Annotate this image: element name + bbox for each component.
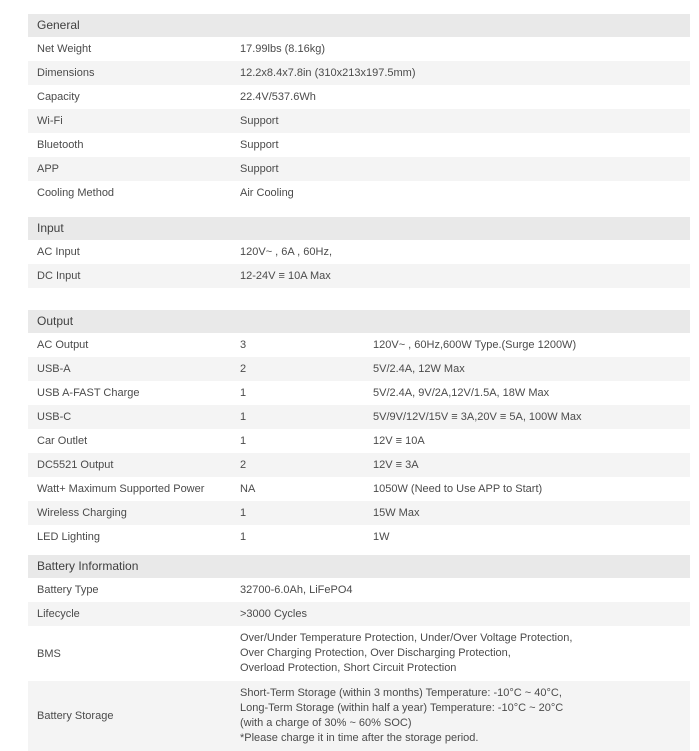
- spec-value: 12.2x8.4x7.8in (310x213x197.5mm): [240, 67, 416, 79]
- spec-label: Battery Type: [37, 584, 99, 596]
- spec-value-line: Over/Under Temperature Protection, Under/Over Voltage Protection,: [240, 632, 573, 644]
- spec-row: [28, 429, 690, 453]
- spec-row: [28, 578, 690, 602]
- spec-value: 5V/9V/12V/15V ≡ 3A,20V ≡ 5A, 100W Max: [373, 411, 582, 423]
- spec-qty: NA: [240, 483, 256, 495]
- spec-label: USB-A: [37, 363, 71, 375]
- section-general: [28, 14, 690, 205]
- spec-row: [28, 333, 690, 357]
- spec-value: >3000 Cycles: [240, 608, 307, 620]
- spec-row: [28, 85, 690, 109]
- spec-row: [28, 602, 690, 626]
- spec-value: 1050W (Need to Use APP to Start): [373, 483, 543, 495]
- section-input: [28, 217, 690, 288]
- spec-row: [28, 133, 690, 157]
- spec-label: Car Outlet: [37, 435, 88, 447]
- spec-qty: 3: [240, 339, 247, 351]
- spec-label: Wi-Fi: [37, 115, 63, 127]
- spec-value: Support: [240, 115, 279, 127]
- spec-value: [240, 626, 690, 681]
- spec-row: [28, 525, 690, 549]
- spec-value-line: Long-Term Storage (within half a year) Temperature: -10°C ~ 20°C: [240, 702, 564, 714]
- section-title: Battery Information: [28, 555, 690, 578]
- spec-qty: 2: [240, 363, 247, 375]
- spec-label: AC Output: [37, 339, 89, 351]
- spec-row: [28, 626, 690, 681]
- spec-row: [28, 61, 690, 85]
- section-battery-information: [28, 555, 690, 751]
- spec-value: 5V/2.4A, 9V/2A,12V/1.5A, 18W Max: [373, 387, 550, 399]
- spec-qty: 2: [240, 459, 247, 471]
- spec-label: Wireless Charging: [37, 507, 127, 519]
- spec-value: 120V~ , 60Hz,600W Type.(Surge 1200W): [373, 339, 577, 351]
- section-title: General: [28, 14, 690, 37]
- spec-label: DC Input: [37, 270, 81, 282]
- section-title: Output: [28, 310, 690, 333]
- spec-row: [28, 240, 690, 264]
- spec-value: 12V ≡ 10A: [373, 435, 425, 447]
- spec-label: LED Lighting: [37, 531, 100, 543]
- spec-value-line: Over Charging Protection, Over Discharging Protection,: [240, 647, 511, 659]
- spec-qty: 1: [240, 435, 247, 447]
- spec-label: USB-C: [37, 411, 72, 423]
- section-title: Input: [28, 217, 690, 240]
- spec-value: 32700-6.0Ah, LiFePO4: [240, 584, 353, 596]
- spec-row: [28, 681, 690, 751]
- section-output: [28, 310, 690, 549]
- spec-label: Capacity: [37, 91, 80, 103]
- spec-label: Bluetooth: [37, 139, 84, 151]
- spec-label: Watt+ Maximum Supported Power: [37, 483, 205, 495]
- spec-value: Support: [240, 139, 279, 151]
- spec-row: [28, 181, 690, 205]
- spec-value: 15W Max: [373, 507, 420, 519]
- spec-label: DC5521 Output: [37, 459, 114, 471]
- spec-label: Battery Storage: [37, 710, 114, 722]
- spec-label: Cooling Method: [37, 187, 115, 199]
- spec-label: Dimensions: [37, 67, 95, 79]
- spec-label: AC Input: [37, 246, 80, 258]
- spec-value-line: Short-Term Storage (within 3 months) Temperature: -10°C ~ 40°C,: [240, 687, 562, 699]
- spec-qty: 1: [240, 531, 247, 543]
- spec-label: Lifecycle: [37, 608, 80, 620]
- spec-label: BMS: [37, 647, 61, 660]
- spec-value-line: *Please charge it in time after the storage period.: [240, 732, 479, 744]
- spec-row: [28, 501, 690, 525]
- spec-value: 1W: [373, 531, 390, 543]
- spec-value: Support: [240, 163, 279, 175]
- spec-label: USB A-FAST Charge: [37, 387, 140, 399]
- spec-qty: 1: [240, 387, 247, 399]
- spec-row: [28, 405, 690, 429]
- spec-label: APP: [37, 163, 60, 175]
- spec-value: [240, 681, 690, 751]
- spec-value-line: Overload Protection, Short Circuit Protection: [240, 662, 457, 674]
- spec-row: [28, 477, 690, 501]
- spec-row: [28, 381, 690, 405]
- spec-value: 12V ≡ 3A: [373, 459, 419, 471]
- spec-row: [28, 453, 690, 477]
- spec-qty: 1: [240, 507, 247, 519]
- spec-label: Net Weight: [37, 43, 92, 55]
- spec-value: 17.99lbs (8.16kg): [240, 43, 325, 55]
- spec-qty: 1: [240, 411, 247, 423]
- spec-value: 5V/2.4A, 12W Max: [373, 363, 465, 375]
- spec-row: [28, 37, 690, 61]
- spec-row: [28, 357, 690, 381]
- spec-row: [28, 157, 690, 181]
- spec-value: 120V~ , 6A , 60Hz,: [240, 246, 333, 258]
- spec-row: [28, 264, 690, 288]
- spec-value: 22.4V/537.6Wh: [240, 91, 316, 103]
- spec-value: 12-24V ≡ 10A Max: [240, 270, 331, 282]
- spec-row: [28, 109, 690, 133]
- spec-value: Air Cooling: [240, 187, 294, 199]
- spec-value-line: (with a charge of 30% ~ 60% SOC): [240, 717, 412, 729]
